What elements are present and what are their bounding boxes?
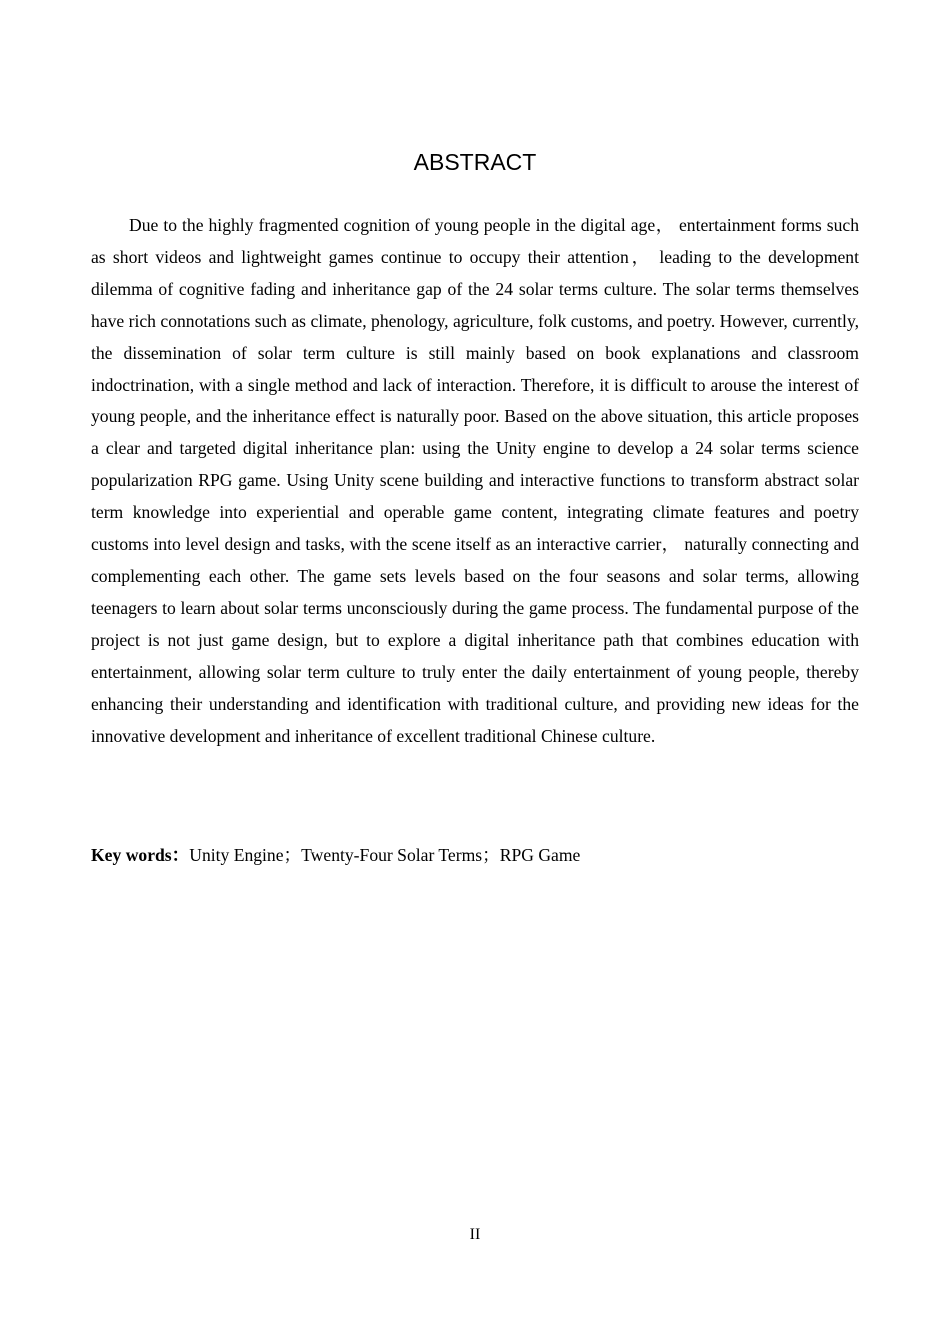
keyword-item: Twenty-Four Solar Terms <box>301 845 483 865</box>
keyword-separator: ； <box>283 845 302 865</box>
abstract-title: ABSTRACT <box>413 149 537 175</box>
keyword-item: RPG Game <box>499 845 581 865</box>
keywords-line <box>91 840 859 870</box>
page-number: II <box>469 1226 481 1243</box>
abstract-body: Due to the highly fragmented cognition of young people in the digital age， entertainment forms such as short videos and lightweight games continue to occupy their attention， leading to the development dilemma of cognitive fading and inheritance gap of the 24 solar terms culture. The solar terms themselves have rich connotations such as climate, phenology, agriculture, folk customs, and poetry. However, currently, the dissemination of solar term culture is still mainly based on book explanations and classroom indoctrination, with a single method and lack of interaction. Therefore, it is difficult to arouse the interest of young people, and the inheritance effect is naturally poor. Based on the above situation, this article proposes a clear and targeted digital inheritance plan: using the Unity engine to develop a 24 solar terms science popularization RPG game. Using Unity scene building and interactive functions to transform abstract solar term knowledge into experiential and operable game content, integrating climate features and poetry customs into level design and tasks, with the scene itself as an interactive carrier， naturally connecting and complementing each other. The game sets levels based on the four seasons and solar terms, allowing teenagers to learn about solar terms unconsciously during the game process. The fundamental purpose of the project is not just game design, but to explore a digital inheritance path that combines education with entertainment, allowing solar term culture to truly enter the daily entertainment of young people, thereby enhancing their understanding and identification with traditional culture, and providing new ideas for the innovative development and inheritance of excellent traditional Chinese culture. <box>91 215 859 746</box>
keyword-separator: ； <box>482 845 500 865</box>
keyword-item: Unity Engine <box>189 845 284 865</box>
keywords-label: Key words： <box>91 845 190 865</box>
